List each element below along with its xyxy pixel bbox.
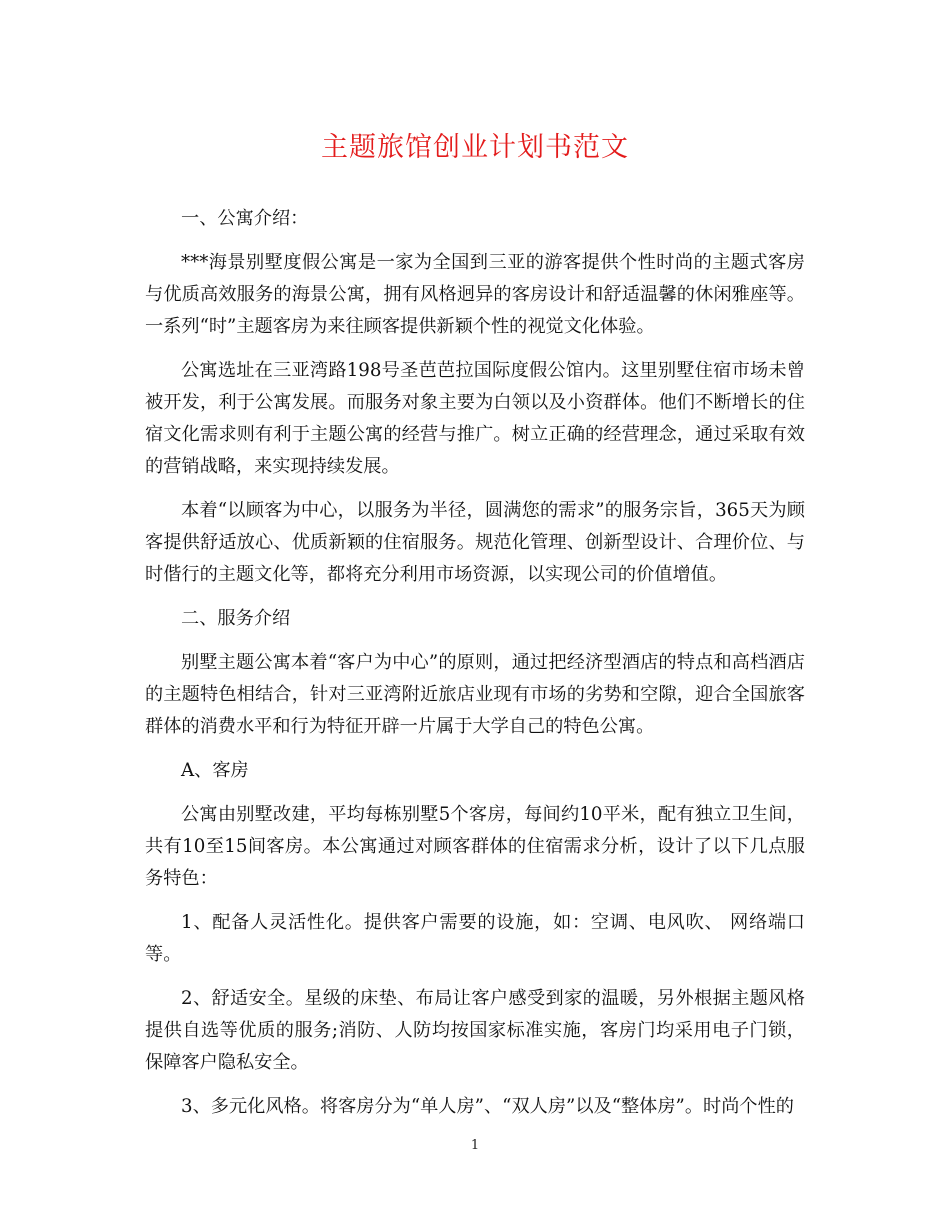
paragraph-service-tenet: 本着“以顾客为中心，以服务为半径，圆满您的需求”的服务宗旨，365天为顾客提供舒适放心、优质新颖的住宿服务。规范化管理、创新型设计、合理价位、与时偕行的主题文化等，都将充分利用市场资源，以实现公司的价值增值。 (145, 500, 805, 585)
list-item-feature-3: 3、多元化风格。将客房分为“单人房”、“双人房”以及“整体房”。时尚个性的 (181, 1096, 794, 1117)
paragraph-rooms-description: 公寓由别墅改建，平均每栋别墅5个客房，每间约10平米，配有独立卫生间，共有10至15间客房。本公寓通过对顾客群体的住宿需求分析，设计了以下几点服务特色： (145, 804, 805, 889)
paragraph-apartment-overview: ***海景别墅度假公寓是一家为全国到三亚的游客提供个性时尚的主题式客房与优质高效服务的海景公寓，拥有风格迥异的客房设计和舒适温馨的休闲雅座等。一系列“时”主题客房为来往顾客提供新颖个性的视觉文化体验。 (145, 252, 805, 337)
paragraph-location: 公寓选址在三亚湾路198号圣芭芭拉国际度假公馆内。这里别墅住宿市场未曾被开发，利于公寓发展。而服务对象主要为白领以及小资群体。他们不断增长的住宿文化需求则有利于主题公寓的经营与推广。树立正确的经营理念，通过采取有效的营销战略，来实现持续发展。 (145, 360, 805, 477)
document-title: 主题旅馆创业计划书范文 (321, 132, 629, 163)
section-heading-service-intro: 二、服务介绍 (181, 608, 291, 629)
document-body (145, 203, 805, 1135)
list-item-feature-1: 1、配备人灵活性化。提供客户需要的设施，如：空调、电风吹、 网络端口等。 (145, 912, 805, 965)
list-item-feature-2: 2、舒适安全。星级的床垫、布局让客户感受到家的温暖，另外根据主题风格提供自选等优质的服务;消防、人防均按国家标准实施，客房门均采用电子门锁，保障客户隐私安全。 (145, 988, 805, 1073)
subsection-heading-rooms: A、客房 (181, 760, 249, 781)
section-heading-apartment-intro: 一、公寓介绍： (181, 208, 309, 229)
paragraph-service-principle: 别墅主题公寓本着“客户为中心”的原则，通过把经济型酒店的特点和高档酒店的主题特色相结合，针对三亚湾附近旅店业现有市场的劣势和空隙，迎合全国旅客群体的消费水平和行为特征开辟一片属于大学自己的特色公寓。 (145, 652, 805, 737)
page-number: 1 (470, 1138, 480, 1153)
